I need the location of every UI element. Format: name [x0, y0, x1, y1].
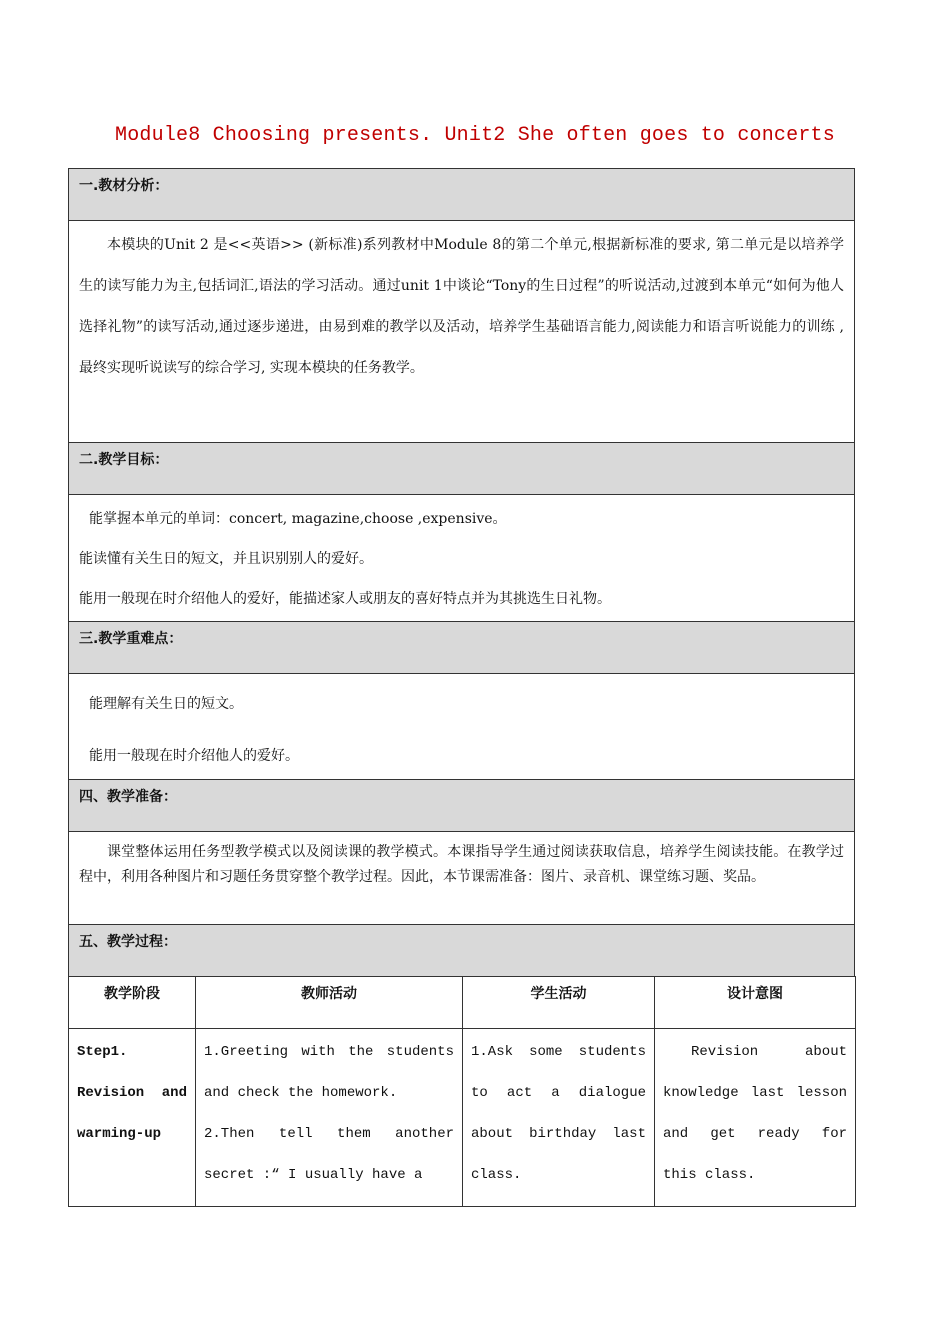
section-heading-objectives: 二.教学目标：: [68, 442, 855, 494]
teacher-activity-line: 1.Greeting with the students and check the homework.: [204, 1044, 454, 1101]
section-body-materials: [68, 220, 855, 442]
column-header-teacher: 教师活动: [196, 977, 463, 1029]
lesson-plan-table: [68, 168, 855, 1207]
materials-text: 本模块的Unit 2 是<<英语>> (新标准)系列教材中Module 8的第二个单元,根据新标准的要求, 第二单元是以培养学生的读写能力为主,包括词汇,语法的学习活动。通过unit 1中谈论“Tony的生日过程”的听说活动,过渡到本单元“如何为他人选择礼物”的读写活动,通过逐步递进，由易到难的教学以及活动，培养学生基础语言能力,阅读能力和语言听说能力的训练 , 最终实现听说读写的综合学习, 实现本模块的任务教学。: [79, 237, 844, 376]
preparation-text: 课堂整体运用任务型教学模式以及阅读课的教学模式。本课指导学生通过阅读获取信息，培养学生阅读技能。在教学过程中，利用各种图片和习题任务贯穿整个教学过程。因此，本节课需准备：图片、录音机、课堂练习题、奖品。: [79, 844, 844, 885]
key-point-line: 能理解有关生日的短文。: [89, 696, 243, 712]
stage-cell: [69, 1029, 196, 1207]
teacher-cell: [196, 1029, 463, 1207]
section-heading-key-points: 三.教学重难点：: [68, 621, 855, 673]
intent-cell: [655, 1029, 856, 1207]
teacher-activity-line: 2.Then tell them another secret :“ I usually have a: [204, 1126, 454, 1183]
stage-text: Step1. Revision and warming-up: [77, 1044, 187, 1142]
section-heading-process: 五、教学过程：: [68, 924, 855, 976]
column-header-intent: 设计意图: [655, 977, 856, 1029]
column-header-student: 学生活动: [463, 977, 655, 1029]
student-activity-text: 1.Ask some students to act a dialogue about birthday last class.: [471, 1044, 646, 1183]
design-intent-text: Revision about knowledge last lesson and get ready for this class.: [663, 1044, 847, 1183]
objective-line: 能用一般现在时介绍他人的爱好，能描述家人或朋友的喜好特点并为其挑选生日礼物。: [79, 591, 611, 607]
objective-line: 能掌握本单元的单词：concert, magazine,choose ,expensive。: [89, 511, 507, 527]
section-body-objectives: [68, 494, 855, 621]
section-body-preparation: [68, 831, 855, 924]
student-cell: [463, 1029, 655, 1207]
section-body-key-points: [68, 673, 855, 779]
section-heading-preparation: 四、教学准备：: [68, 779, 855, 831]
table-row: [69, 1029, 856, 1207]
process-table: [68, 976, 856, 1207]
section-heading-materials: 一.教材分析：: [68, 168, 855, 220]
column-header-stage: 教学阶段: [69, 977, 196, 1029]
page-title: Module8 Choosing presents. Unit2 She often goes to concerts: [115, 124, 835, 147]
objective-line: 能读懂有关生日的短文，并且识别别人的爱好。: [79, 551, 373, 567]
key-point-line: 能用一般现在时介绍他人的爱好。: [89, 748, 299, 764]
process-header-row: [69, 977, 856, 1029]
